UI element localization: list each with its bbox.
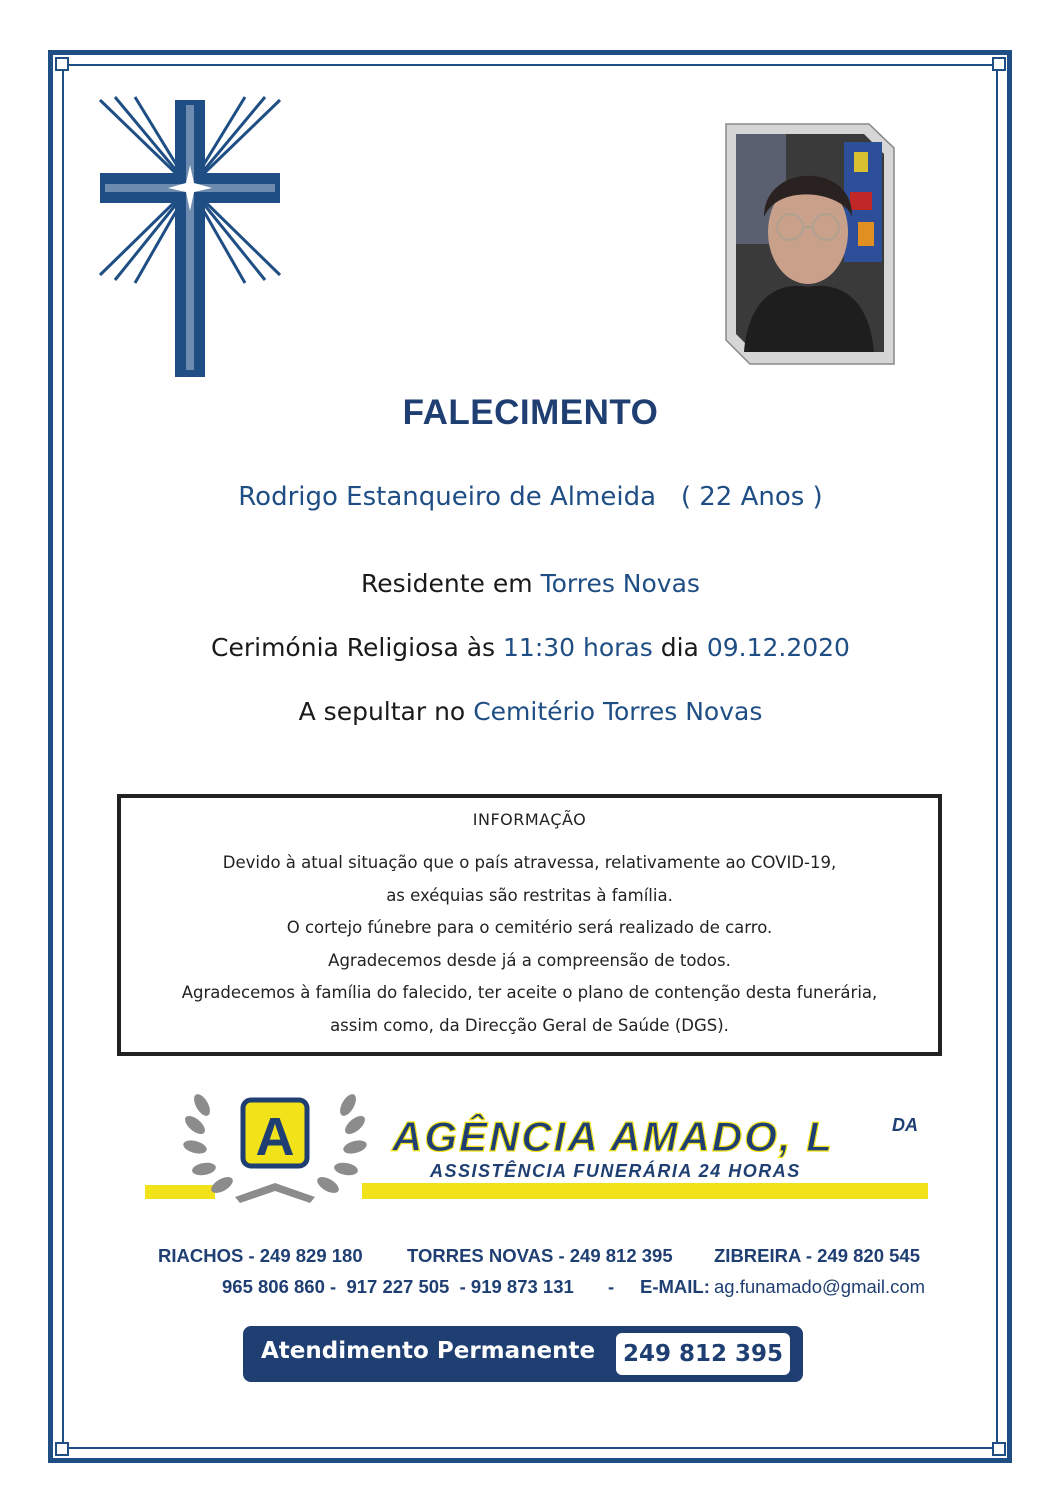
information-line: Agradecemos desde já a compreensão de todos. [328, 950, 731, 970]
ceremony-line [0, 633, 1061, 662]
information-line: Agradecemos à família do falecido, ter aceite o plano de contenção desta funerária, [181, 983, 878, 1002]
contact-riachos: RIACHOS - 249 829 180 [158, 1245, 363, 1266]
burial-place: Cemitério Torres Novas [473, 697, 763, 726]
information-line: as exéquias são restritas à família. [386, 885, 673, 905]
residence-value: Torres Novas [540, 569, 700, 598]
border-corner-ornament [992, 57, 1006, 71]
residence-label: Residente em [361, 569, 533, 598]
border-corner-ornament [55, 57, 69, 71]
information-line: assim como, da Direcção Geral de Saúde (DGS). [330, 1015, 729, 1035]
information-title: INFORMAÇÃO [472, 810, 587, 829]
cross-icon [95, 95, 285, 377]
contact-separator: - [608, 1276, 615, 1297]
ceremony-time: 11:30 horas [503, 633, 653, 662]
deceased-name-line [0, 482, 1061, 512]
information-text [121, 847, 938, 1042]
deceased-age: ( 22 Anos ) [680, 482, 823, 512]
residence-line [0, 569, 1061, 598]
burial-label: A sepultar no [298, 697, 466, 726]
permanent-service-number[interactable]: 249 812 395 [616, 1333, 790, 1375]
page-title: FALECIMENTO [402, 393, 659, 432]
agency-name: AGÊNCIA AMADO, L [392, 1113, 834, 1160]
border-corner-ornament [992, 1442, 1006, 1456]
email-link[interactable]: ag.funamado@gmail.com [714, 1276, 926, 1297]
agency-name-suffix: DA [892, 1115, 918, 1135]
permanent-service-banner [243, 1326, 803, 1382]
contact-torres-novas: TORRES NOVAS - 249 812 395 [407, 1245, 673, 1266]
email-label: E-MAIL: [640, 1276, 710, 1297]
contact-zibreira: ZIBREIRA - 249 820 545 [714, 1245, 920, 1266]
agency-logo [140, 1085, 940, 1215]
deceased-photo [724, 122, 896, 366]
information-line: Devido à atual situação que o país atravessa, relativamente ao COVID-19, [222, 853, 837, 872]
information-box [117, 794, 942, 1056]
border-corner-ornament [55, 1442, 69, 1456]
agency-tagline: ASSISTÊNCIA FUNERÁRIA 24 HORAS [430, 1161, 801, 1181]
ceremony-day-label: dia [660, 633, 699, 662]
contact-mobiles: 965 806 860 - 917 227 505 - 919 873 131 [222, 1276, 574, 1297]
burial-line [0, 697, 1061, 726]
ceremony-date: 09.12.2020 [706, 633, 850, 662]
information-line: O cortejo fúnebre para o cemitério será realizado de carro. [286, 918, 773, 937]
deceased-name: Rodrigo Estanqueiro de Almeida [238, 482, 657, 512]
permanent-service-label: Atendimento Permanente [261, 1338, 596, 1364]
ceremony-label: Cerimónia Religiosa às [211, 633, 496, 662]
logo-letter: A [255, 1107, 295, 1167]
